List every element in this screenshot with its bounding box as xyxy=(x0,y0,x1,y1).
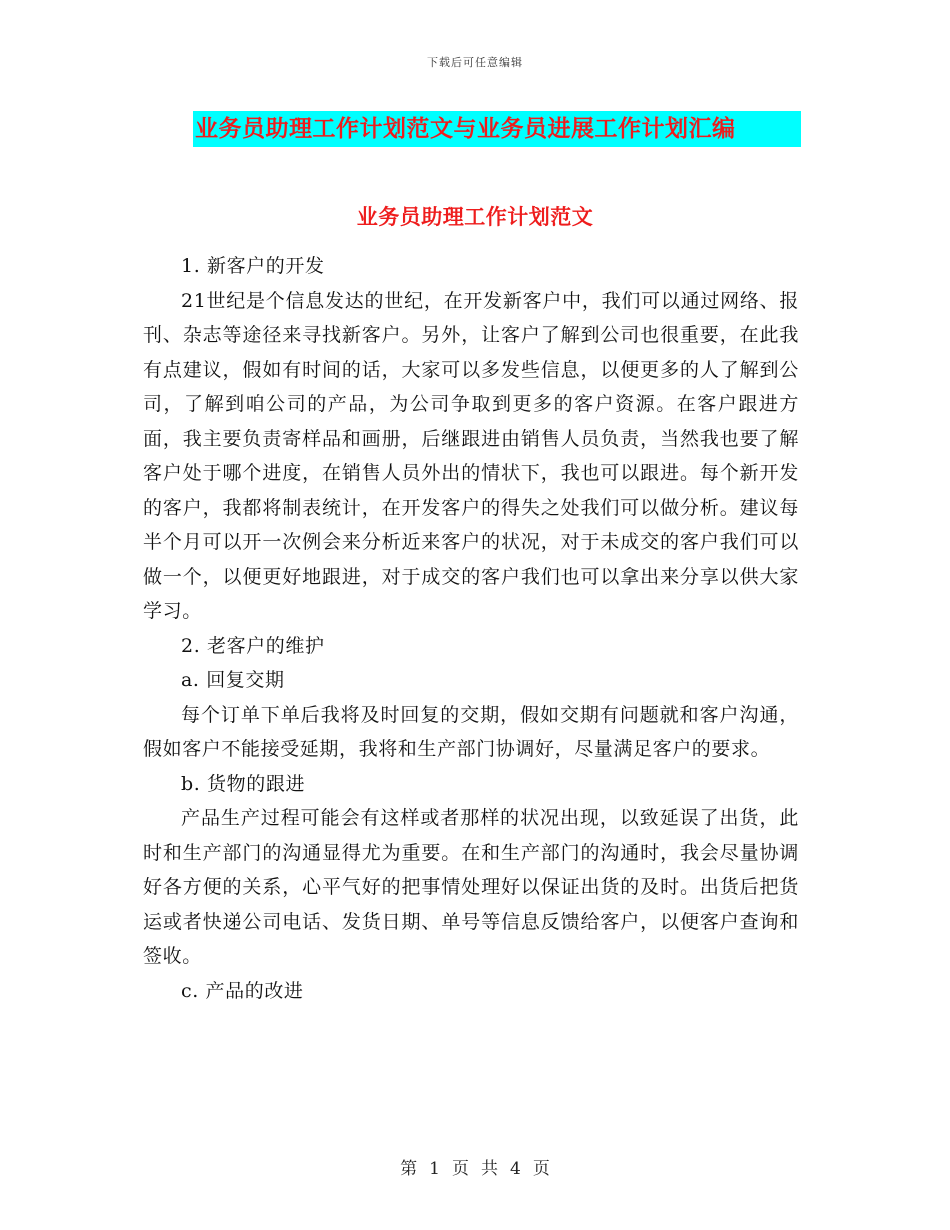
section-title: 业务员助理工作计划范文 xyxy=(356,205,594,229)
subheading-product-improvement: c. 产品的改进 xyxy=(181,979,304,1002)
footer-label-unit2: 页 xyxy=(532,1159,550,1179)
document-title: 业务员助理工作计划范文与业务员进展工作计划汇编 xyxy=(193,111,801,147)
footer-label-unit: 页 xyxy=(452,1159,469,1179)
paragraph-delivery-date: 每个订单下单后我将及时回复的交期，假如交期有问题就和客户沟通，假如客户不能接受延期，我将和生产部门协调好，尽量满足客户的要求。 xyxy=(143,703,799,760)
subheading-delivery-date: a. 回复交期 xyxy=(181,669,285,691)
subheading-goods-tracking: b. 货物的跟进 xyxy=(181,772,306,795)
footer-label-total: 共 xyxy=(481,1159,498,1179)
page-footer xyxy=(0,1154,950,1179)
heading-new-clients: 1. 新客户的开发 xyxy=(181,255,325,277)
footer-current-page: 1 xyxy=(429,1159,440,1179)
paragraph-new-clients: 21世纪是个信息发达的世纪，在开发新客户中，我们可以通过网络、报刊、杂志等途径来寻找新客户。另外，让客户了解到公司也很重要，在此我有点建议，假如有时间的话，大家可以多发些信息，以便更多的人了解到公司，了解到咱公司的产品，为公司争取到更多的客户资源。在客户跟进方面，我主要负责寄样品和画册，后继跟进由销售人员负责，当然我也要了解客户处于哪个进度，在销售人员外出的情状下，我也可以跟进。每个新开发的客户，我都将制表统计，在开发客户的得失之处我们可以做分析。建议每半个月可以开一次例会来分析近来客户的状况，对于未成交的客户我们可以做一个，以便更好地跟进，对于成交的客户我们也可以拿出来分享以供大家学习。 xyxy=(143,289,799,622)
document-body xyxy=(143,249,799,1008)
header-note: 下载后可任意编辑 xyxy=(427,56,523,69)
paragraph-goods-tracking: 产品生产过程可能会有这样或者那样的状况出现，以致延误了出货，此时和生产部门的沟通显得尤为重要。在和生产部门的沟通时，我会尽量协调好各方便的关系，心平气好的把事情处理好以保证出货的及时。出货后把货运或者快递公司电话、发货日期、单号等信息反馈给客户，以便客户查询和签收。 xyxy=(143,807,799,967)
footer-total-pages: 4 xyxy=(510,1159,521,1179)
heading-old-clients: 2. 老客户的维护 xyxy=(181,634,325,657)
footer-label-page: 第 xyxy=(400,1159,418,1179)
